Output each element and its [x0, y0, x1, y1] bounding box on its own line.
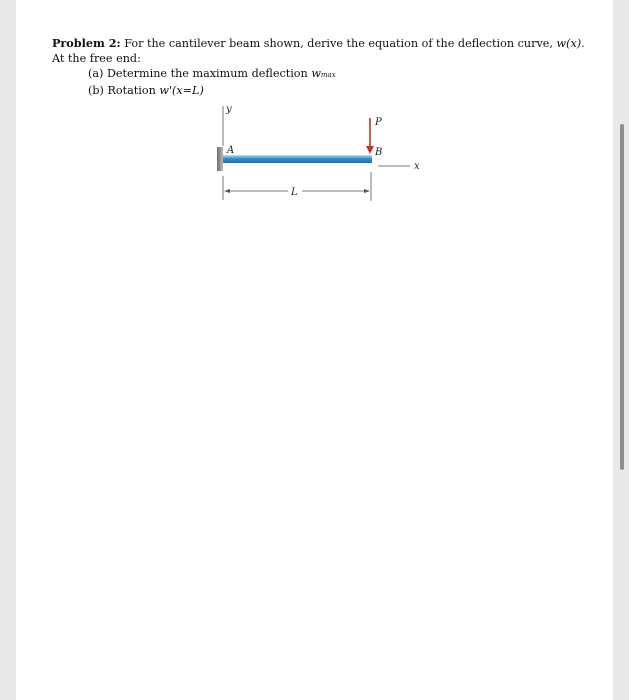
part-b: (b) Rotation w'(x=L) — [88, 84, 204, 97]
point-b-label: B — [375, 147, 383, 158]
wmax-variable: w — [311, 67, 321, 80]
problem-title-line: Problem 2: For the cantilever beam shown, derive the equation of the deflection curve, w(x). — [52, 36, 585, 50]
fixed-support-wall — [217, 147, 223, 171]
problem-heading: Problem 2 — [52, 36, 117, 50]
free-end-line: At the free end: — [52, 52, 141, 65]
length-l-label: L — [291, 187, 298, 198]
rotation-variable: w'(x=L) — [159, 84, 204, 97]
beam — [223, 155, 372, 163]
point-a-label: A — [227, 145, 235, 156]
load-arrow-head — [366, 146, 374, 154]
x-axis-label: x — [414, 161, 420, 172]
vertical-scrollbar[interactable] — [620, 124, 624, 470]
deflection-variable: w(x) — [556, 37, 582, 50]
wmax-subscript: max — [320, 71, 336, 79]
y-axis-label: y — [226, 104, 232, 115]
dimension-arrow-right — [364, 189, 370, 193]
part-a: (a) Determine the maximum deflection wmax — [88, 67, 336, 80]
load-p-label: P — [375, 117, 382, 128]
problem-intro: For the cantilever beam shown, derive the equation of the deflection curve, — [124, 37, 553, 50]
dimension-arrow-left — [224, 189, 230, 193]
